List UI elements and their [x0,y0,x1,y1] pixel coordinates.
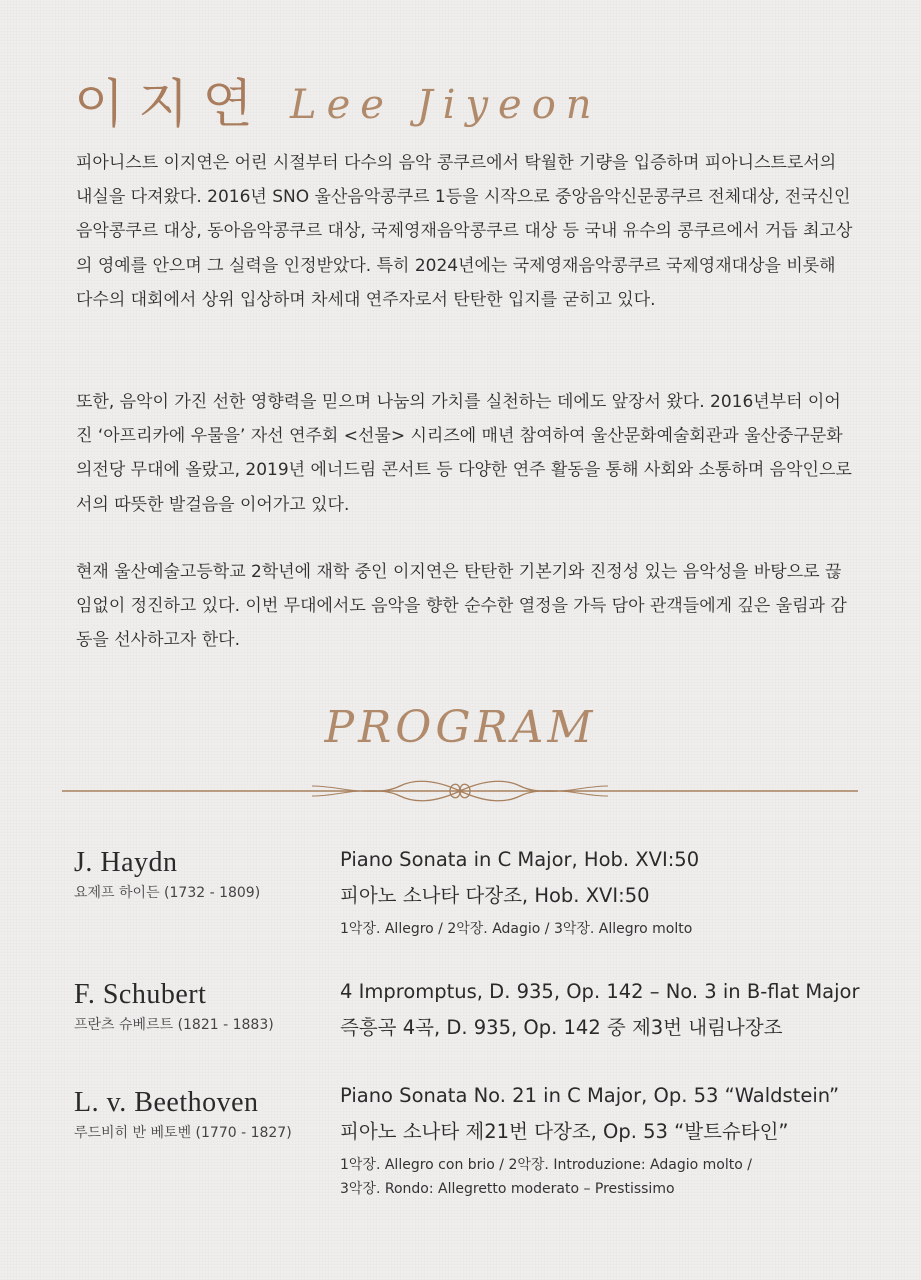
work-schubert [340,974,900,1046]
performer-name-english: Lee Jiyeon [290,82,602,128]
work-title-en: Piano Sonata in C Major, Hob. XVI:50 [340,848,700,871]
work-beethoven [340,1078,900,1202]
composer-name-en: L. v. Beethoven [74,1087,259,1118]
work-title-en: Piano Sonata No. 21 in C Major, Op. 53 “Waldstein” [340,1084,840,1107]
composer-name-ko: 요제프 하이든 (1732 - 1809) [74,885,261,901]
work-title-en: 4 Impromptus, D. 935, Op. 142 – No. 3 in B-flat Major [340,980,860,1003]
work-haydn [340,842,900,942]
work-title-ko: 즉흥곡 4곡, D. 935, Op. 142 중 제3번 내림나장조 [340,1016,783,1039]
composer-name-en: F. Schubert [74,979,207,1010]
composer-name-ko: 프란츠 슈베르트 (1821 - 1883) [74,1017,274,1033]
performer-name-korean: 이지연 [74,75,267,135]
bio-paragraph-charity: 또한, 음악이 가진 선한 영향력을 믿으며 나눔의 가치를 실천하는 데에도 앞장서 왔다. 2016년부터 이어진 ‘아프리카에 우물을’ 자선 연주회 <선물> 시리즈에 매년 참여하여 울산문화예술회관과 울산중구문화의전당 무대에 올랐고, 2019년 에너드림 콘서트 등 다양한 연주 활동을 통해 사회와 소통하며 음악인으로서의 따뜻한 발걸음을 이어가고 있다. [76,392,852,515]
bio-paragraph-current: 현재 울산예술고등학교 2학년에 재학 중인 이지연은 탄탄한 기본기와 진정성 있는 음악성을 바탕으로 끊임없이 정진하고 있다. 이번 무대에서도 음악을 향한 순수한 열정을 가득 담아 관객들에게 깊은 울림과 감동을 선사하고자 한다. [76,562,847,651]
work-movements-continued: 3악장. Rondo: Allegretto moderato – Prestissimo [340,1181,675,1197]
work-movements: 1악장. Allegro / 2악장. Adagio / 3악장. Allegro molto [340,921,693,937]
bio-paragraph-awards: 피아니스트 이지연은 어린 시절부터 다수의 음악 콩쿠르에서 탁월한 기량을 입증하며 피아니스트로서의 내실을 다져왔다. 2016년 SNO 울산음악콩쿠르 1등을 시작으로 중앙음악신문콩쿠르 전체대상, 전국신인음악콩쿠르 대상, 동아음악콩쿠르 대상, 국제영재음악콩쿠르 대상 등 국내 유수의 콩쿠르에서 거듭 최고상의 영예를 안으며 그 실력을 인정받았다. 특히 2024년에는 국제영재음악콩쿠르 국제영재대상을 비롯해 다수의 대회에서 상위 입상하며 차세대 연주자로서 탄탄한 입지를 굳히고 있다. [76,153,853,310]
ornamental-divider-icon [62,776,858,806]
composer-schubert [74,978,274,1034]
composer-haydn [74,846,260,902]
composer-name-ko: 루드비히 반 베토벤 (1770 - 1827) [74,1125,292,1141]
work-title-ko: 피아노 소나타 제21번 다장조, Op. 53 “발트슈타인” [340,1120,789,1143]
composer-name-en: J. Haydn [74,847,178,878]
work-title-ko: 피아노 소나타 다장조, Hob. XVI:50 [340,884,650,907]
work-movements: 1악장. Allegro con brio / 2악장. Introduzione: Adagio molto / [340,1157,752,1173]
composer-beethoven [74,1086,292,1142]
program-title: PROGRAM [324,702,597,753]
